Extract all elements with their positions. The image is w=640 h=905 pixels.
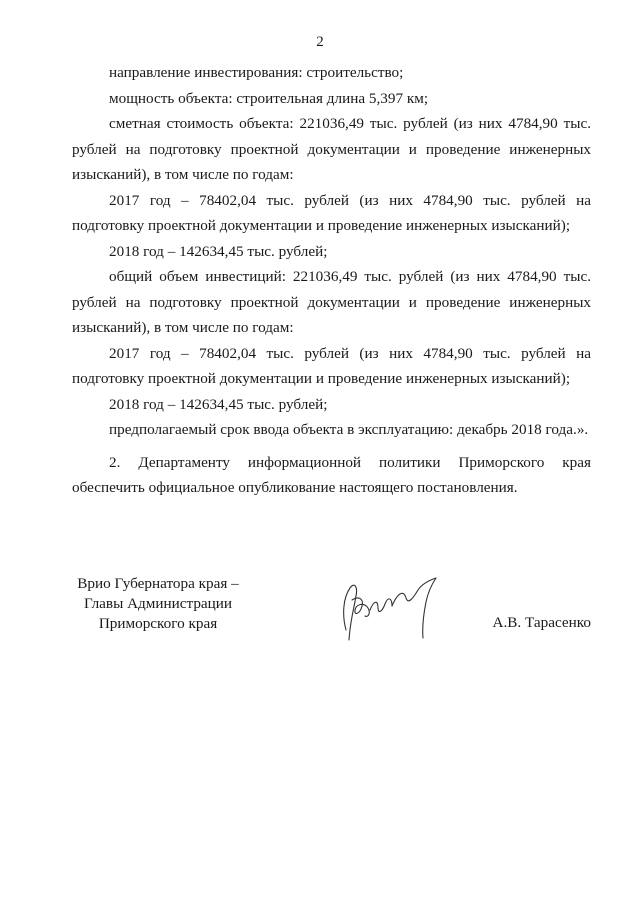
paragraph-investment-2017: 2017 год – 78402,04 тыс. рублей (из них 4784,90 тыс. рублей на подготовку проектной документации и проведение инженерных изысканий); <box>72 344 591 387</box>
paragraph-commissioning-date: предполагаемый срок ввода объекта в эксплуатацию: декабрь 2018 года.». <box>109 421 589 438</box>
paragraph-investment-2018: 2018 год – 142634,45 тыс. рублей; <box>109 395 328 413</box>
signatory-title <box>72 574 244 634</box>
document-body <box>72 60 591 501</box>
paragraph-capacity: мощность объекта: строительная длина 5,397 км; <box>109 89 429 107</box>
paragraph-total-investment: общий объем инвестиций: 221036,49 тыс. рублей (из них 4784,90 тыс. рублей на подготовку проектной документации и проведение инженерных изысканий), в том числе по годам: <box>72 268 591 336</box>
paragraph-gap <box>72 443 591 450</box>
page-number: 2 <box>316 34 324 50</box>
paragraph-cost-2018: 2018 год – 142634,45 тыс. рублей; <box>109 242 328 260</box>
signatory-title-line: Врио Губернатора края – <box>77 575 239 592</box>
handwritten-signature <box>340 570 445 645</box>
signatory-name: А.В. Тарасенко <box>492 614 591 631</box>
paragraph-cost-2017: 2017 год – 78402,04 тыс. рублей (из них 4784,90 тыс. рублей на подготовку проектной документации и проведение инженерных изысканий); <box>72 191 591 234</box>
signature-block <box>72 572 591 652</box>
paragraph-publication-order: 2. Департаменту информационной политики Приморского края обеспечить официальное опубликование настоящего постановления. <box>72 453 591 496</box>
signatory-title-line: Главы Администрации <box>83 595 233 612</box>
signatory-title-line: Приморского края <box>98 615 218 632</box>
paragraph-investment-direction: направление инвестирования: строительство; <box>109 64 404 81</box>
paragraph-estimated-cost: сметная стоимость объекта: 221036,49 тыс. рублей (из них 4784,90 тыс. рублей на подготовку проектной документации и проведение инженерных изысканий), в том числе по годам: <box>72 115 591 183</box>
